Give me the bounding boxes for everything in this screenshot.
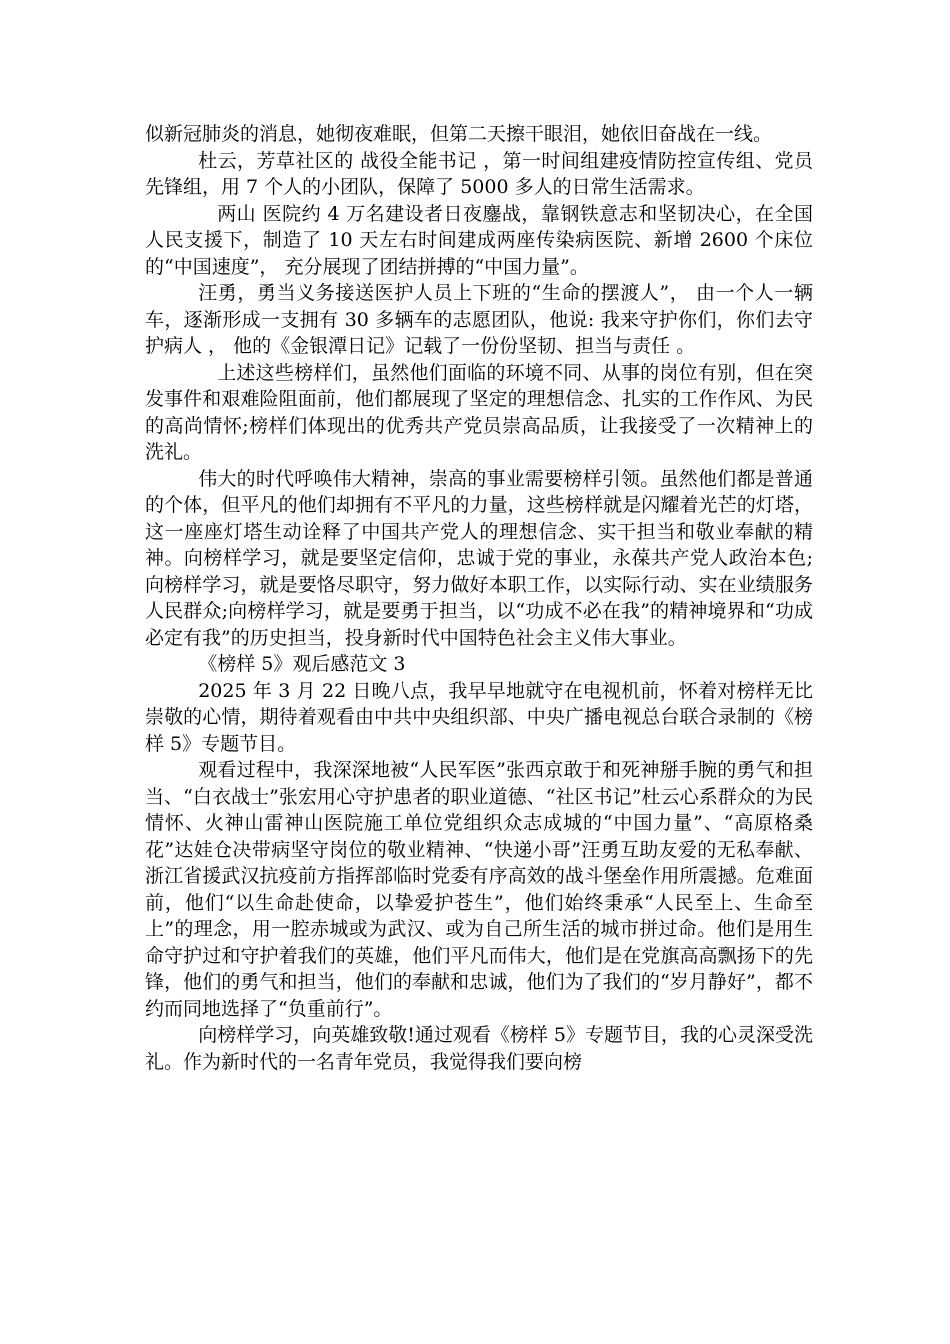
paragraph-wang-yong: 汪勇，勇当义务接送医护人员上下班的“生命的摆渡人”， 由一个人一辆车，逐渐形成一支拥有 30 多辆车的志愿团队，他说: 我来守护你们，你们去守护病人 ， 他的《金银潭日记》记载了一份份坚韧、担当与责任 。 [145, 282, 813, 357]
paragraph-du-yun: 杜云，芳草社区的 战役全能书记 ，第一时间组建疫情防控宣传组、党员先锋组，用 7 个人的小团队，保障了 5000 多人的日常生活需求。 [145, 149, 813, 198]
paragraph-broadcast: 2025 年 3 月 22 日晚八点，我早早地就守在电视机前，怀着对榜样无比崇敬的心情，期待着观看由中共中央组织部、中央广播电视总台联合录制的《榜样 5》专题节目。 [145, 679, 813, 755]
paragraph-two-hospitals: 两山 医院约 4 万名建设者日夜鏖战，靠钢铁意志和坚韧决心，在全国人民支援下，制造了 10 天左右时间建成两座传染病医院、新增 2600 个床位的“中国速度”， 充分展现了团结拼搏的“中国力量”。 [145, 202, 813, 278]
paragraph-great-era: 伟大的时代呼唤伟大精神，崇高的事业需要榜样引领。虽然他们都是普通的个体，但平凡的他们却拥有不平凡的力量，这些榜样就是闪耀着光芒的灯塔，这一座座灯塔生动诠释了中国共产党人的理想信念、实干担当和敬业奉献的精神。向榜样学习，就是要坚定信仰，忠诚于党的事业，永葆共产党人政治本色;向榜样学习，就是要恪尽职守，努力做好本职工作，以实际行动、实在业绩服务人民群众;向榜样学习，就是要勇于担当，以“功成不必在我”的精神境界和“功成必定有我”的历史担当，投身新时代中国特色社会主义伟大事业。 [145, 467, 813, 649]
paragraph-continuation: 似新冠肺炎的消息，她彻夜难眠，但第二天擦干眼泪，她依旧奋战在一线。 [145, 123, 773, 145]
section-heading: 《榜样 5》观后感范文 3 [198, 653, 406, 675]
paragraph-learn-from-models: 向榜样学习，向英雄致敬!通过观看《榜样 5》专题节目，我的心灵深受洗礼。作为新时代的一名青年党员，我觉得我们要向榜 [145, 1024, 813, 1073]
paragraph-watching: 观看过程中，我深深地被“人民军医”张西京敢于和死神掰手腕的勇气和担当、“白衣战士”张宏用心守护患者的职业道德、“社区书记”杜云心系群众的为民情怀、火神山雷神山医院施工单位党组织众志成城的“中国力量”、“高原格桑花”达娃仓决带病坚守岗位的敬业精神、“快递小哥”汪勇互助友爱的无私奉献、浙江省援武汉抗疫前方指挥部临时党委有序高效的战斗堡垒作用所震撼。危难面前，他们“以生命赴使命，以挚爱护苍生”，他们始终秉承“人民至上、生命至上”的理念，用一腔赤城或为武汉、或为自己所生活的城市拼过命。他们是用生命守护过和守护着我们的英雄，他们平凡而伟大，他们是在党旗高高飘扬下的先锋，他们的勇气和担当，他们的奉献和忠诚，他们为了我们的“岁月静好”，都不约而同地选择了“负重前行”。 [145, 759, 813, 1020]
document-page [145, 121, 813, 1075]
paragraph-summary: 上述这些榜样们，虽然他们面临的环境不同、从事的岗位有别，但在突发事件和艰难险阻面前，他们都展现了坚定的理想信念、扎实的工作作风、为民的高尚情怀;榜样们体现出的优秀共产党员崇高品质，让我接受了一次精神上的洗礼。 [145, 361, 813, 463]
